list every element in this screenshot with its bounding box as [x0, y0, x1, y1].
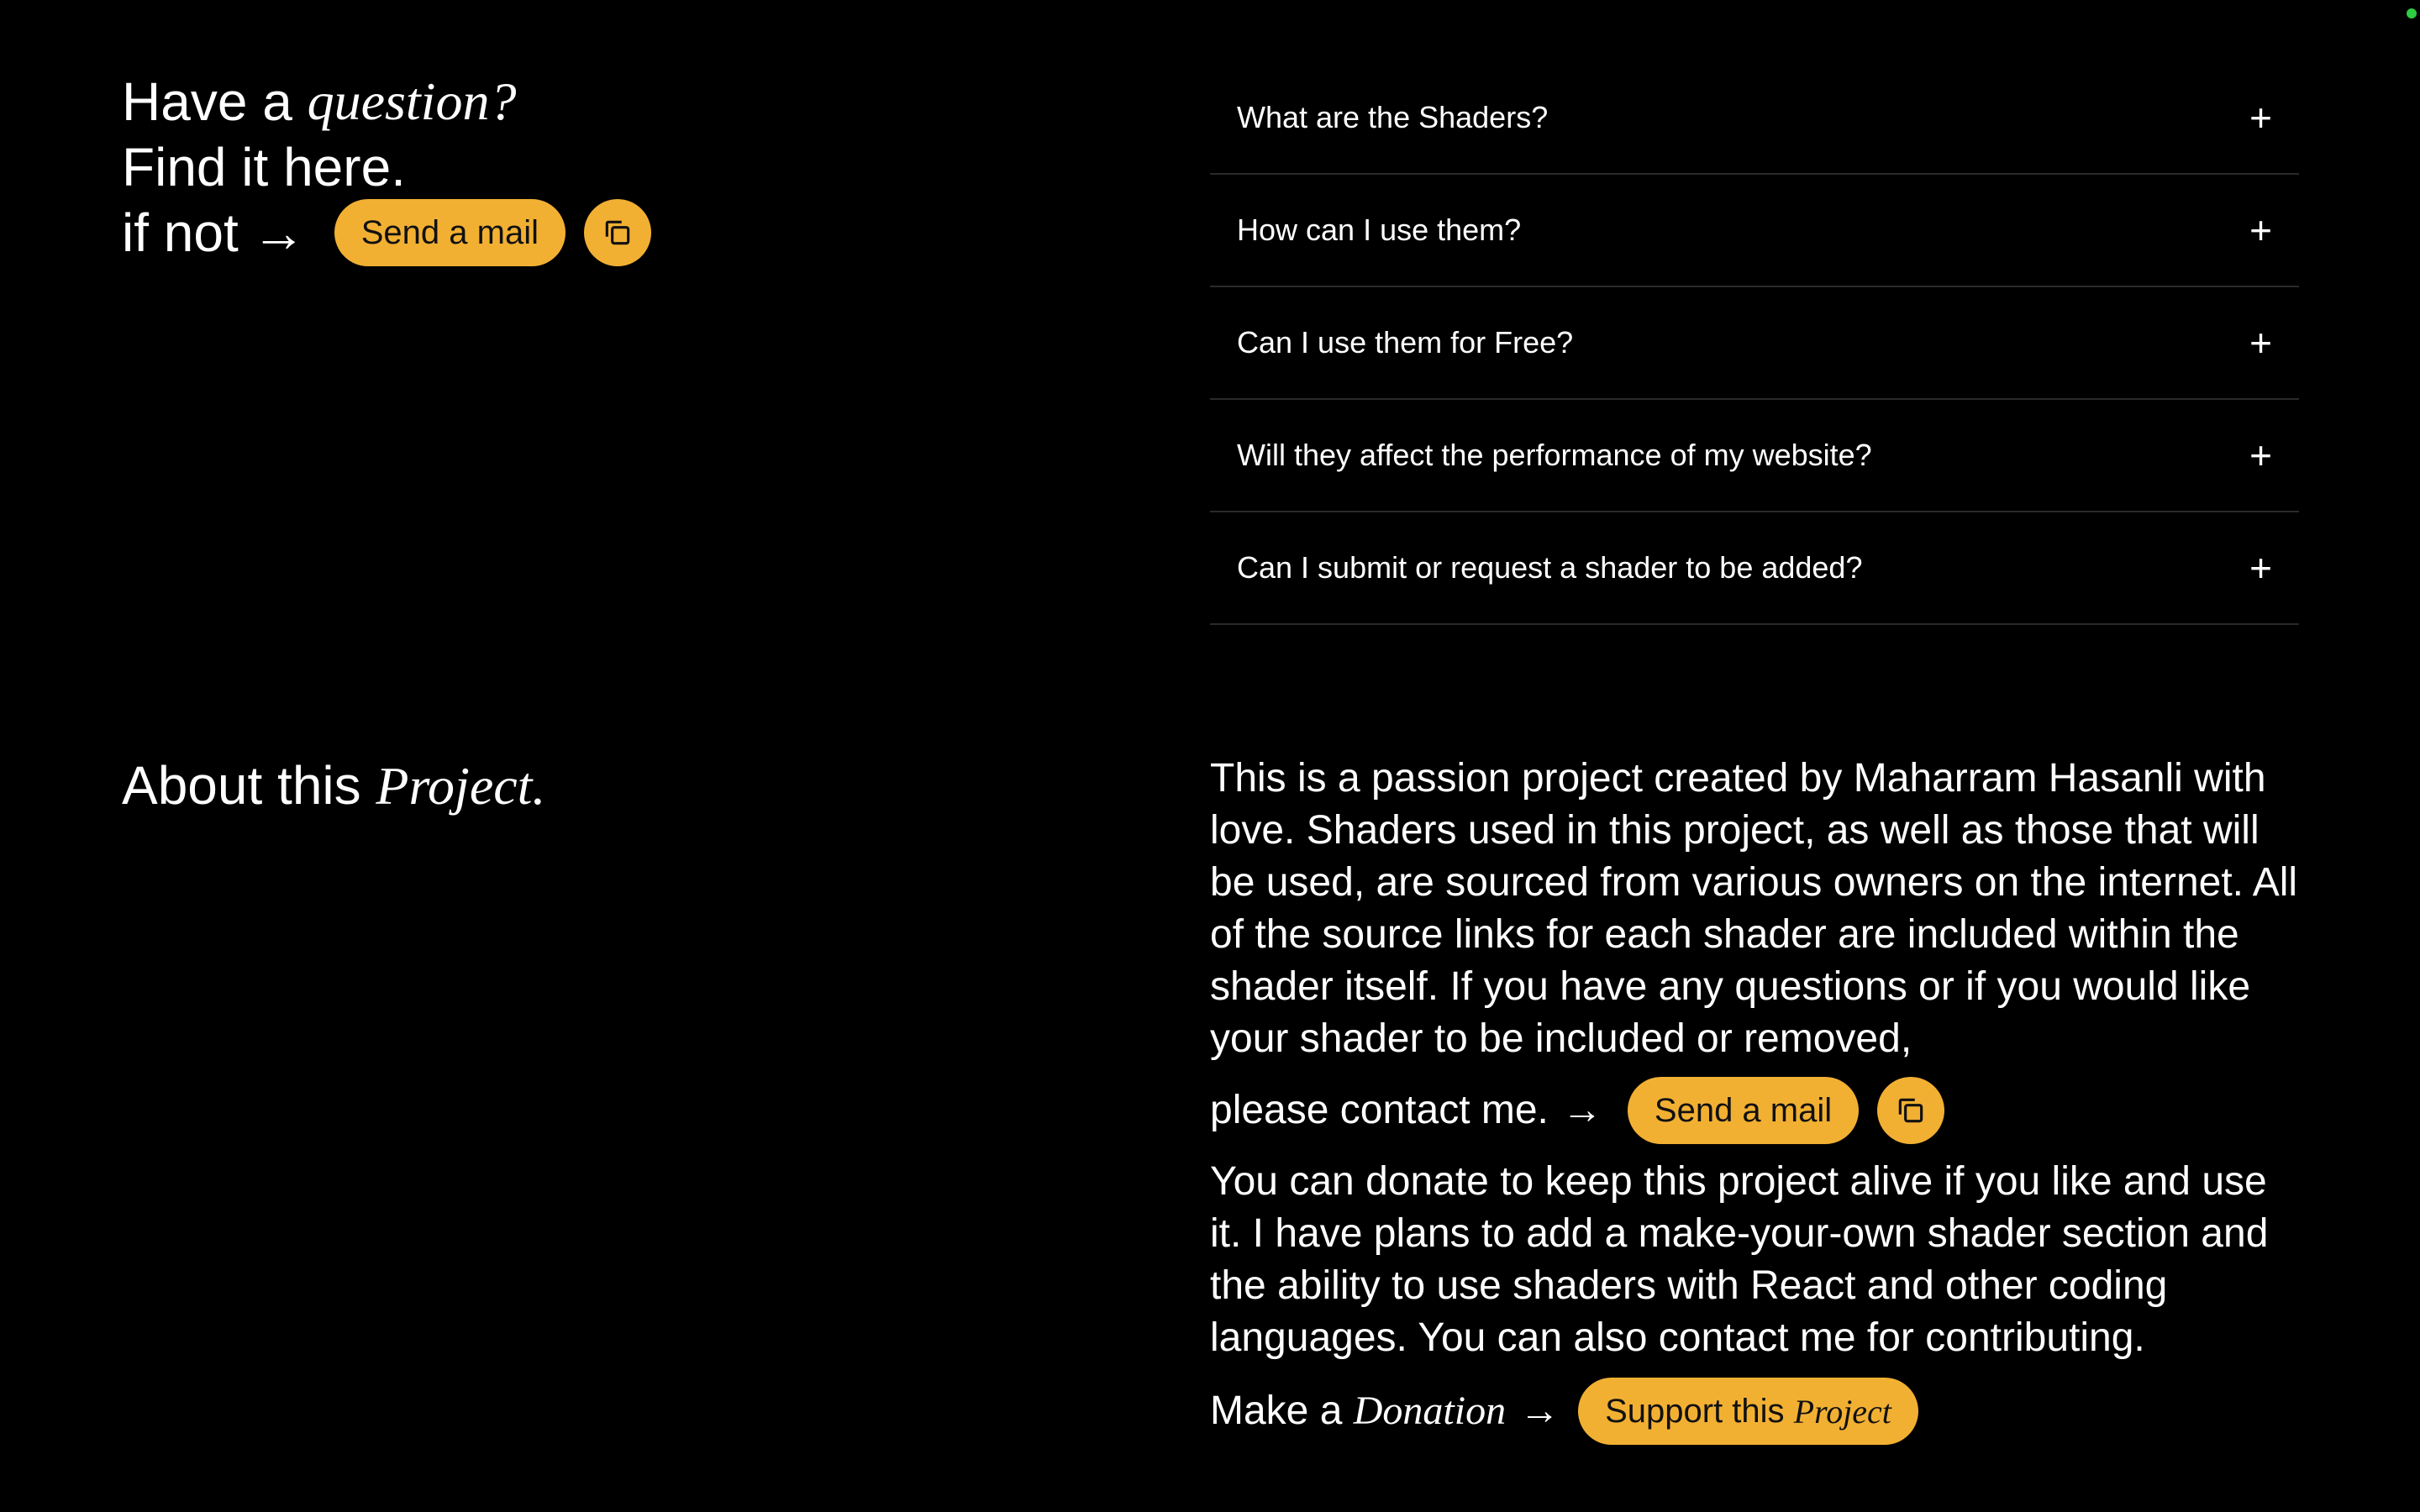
faq-heading-emphasis: question? [307, 71, 517, 131]
copy-icon [1895, 1095, 1927, 1126]
faq-item[interactable] [1210, 512, 2299, 625]
about-body [1210, 753, 2302, 1457]
donate-prefix: Make a [1210, 1389, 1354, 1433]
faq-item[interactable] [1210, 287, 2299, 400]
arrow-right-icon: → [251, 202, 306, 263]
faq-question: Will they affect the performance of my website? [1237, 438, 1872, 472]
about-paragraph-2: You can donate to keep this project alive if you like and use it. I have plans to add a make-your-own shader section and the ability to use shaders with React and other coding languages. You can also contact me for contributing. [1210, 1159, 2269, 1360]
faq-item[interactable] [1210, 175, 2299, 287]
copy-email-button[interactable] [584, 199, 651, 266]
faq-item[interactable] [1210, 62, 2299, 175]
faq-question: Can I use them for Free? [1237, 325, 1574, 360]
about-title-prefix: About this [122, 755, 376, 816]
plus-icon[interactable]: + [2249, 321, 2272, 365]
support-project-button[interactable] [1578, 1378, 1918, 1445]
support-label-prefix: Support this [1605, 1392, 1794, 1430]
faq-heading [122, 69, 651, 265]
faq-item[interactable] [1210, 400, 2299, 512]
donate-emphasis: Donation [1353, 1389, 1507, 1433]
copy-email-button[interactable] [1877, 1077, 1944, 1144]
faq-question: Can I submit or request a shader to be added? [1237, 550, 1863, 585]
faq-question: What are the Shaders? [1237, 100, 1549, 134]
about-title-emphasis: Project. [376, 756, 546, 816]
about-paragraph-1: This is a passion project created by Maharram Hasanli with love. Shaders used in this project, as well as those that will be used, are sourced from various owners on the internet. All of the source links for each shader are included within the shader itself. If you have any questions or if you would like your shader to be included or removed, [1210, 756, 2298, 1061]
send-mail-button[interactable]: Send a mail [1628, 1077, 1859, 1144]
faq-question: How can I use them? [1237, 213, 1522, 247]
faq-heading-prefix: Have a [122, 71, 308, 132]
send-mail-button[interactable]: Send a mail [334, 199, 566, 266]
faq-heading-line-2 [122, 134, 651, 200]
about-title [122, 752, 545, 820]
faq-accordion [1210, 62, 2299, 625]
faq-heading-subtitle: Find it here. [122, 137, 406, 197]
status-indicator [2407, 8, 2417, 18]
contact-prefix: please contact me. [1210, 1088, 1549, 1132]
arrow-right-icon: → [1561, 1088, 1602, 1132]
arrow-right-icon: → [1519, 1389, 1560, 1433]
faq-heading-if-not: if not [122, 202, 239, 263]
plus-icon[interactable]: + [2249, 96, 2272, 139]
plus-icon[interactable]: + [2249, 208, 2272, 252]
contact-row [1210, 1077, 2302, 1144]
plus-icon[interactable]: + [2249, 546, 2272, 590]
faq-heading-line-1 [122, 69, 651, 134]
plus-icon[interactable]: + [2249, 433, 2272, 477]
support-label-emphasis: Project [1793, 1392, 1891, 1431]
donate-row [1210, 1378, 2302, 1445]
faq-heading-line-3 [122, 200, 651, 265]
copy-icon [602, 217, 634, 249]
